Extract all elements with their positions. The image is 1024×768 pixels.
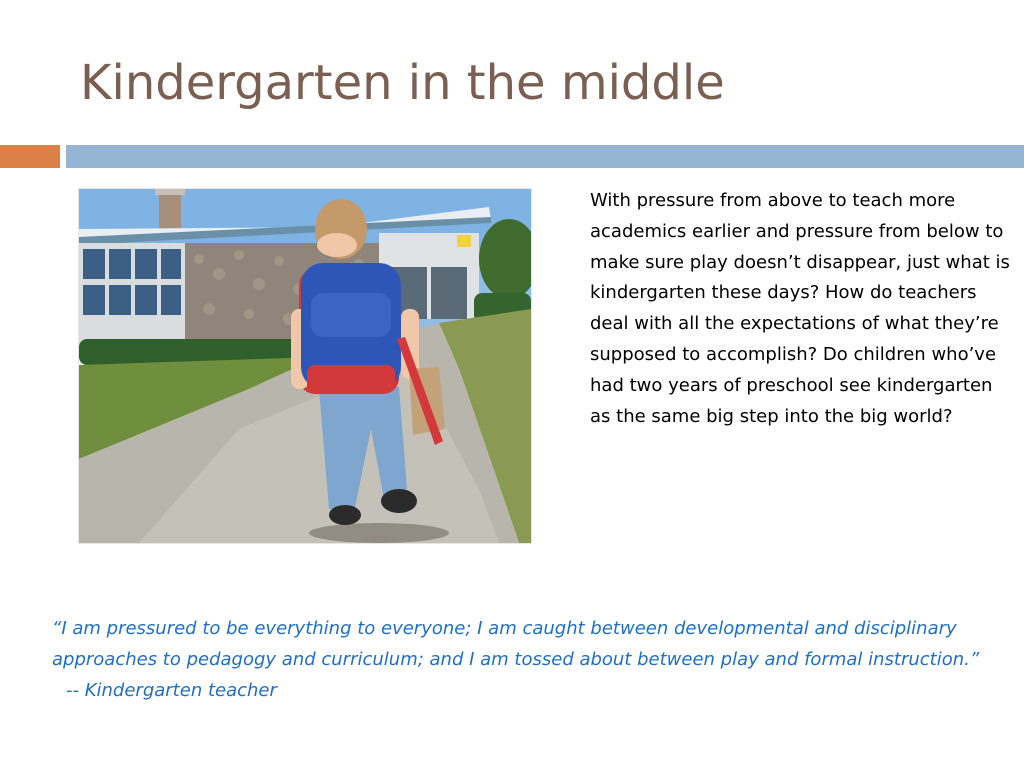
slide-body-text: With pressure from above to teach more academics earlier and pressure from below to make sure play doesn’t disappear, just what is kindergarten these days? How do teachers deal with all the expectations of what they’re supposed to accomplish? Do children who’ve had two years of preschool see kindergarten as the same big step into the big world? [590,190,1010,427]
slide-photo [78,188,532,544]
accent-bar-blue [66,145,1024,168]
teacher-quote [52,613,982,706]
quote-text: “I am pressured to be everything to everyone; I am caught between developmental and disciplinary approaches to pedagogy and curriculum; and I am tossed about between play and formal instruction.” [52,618,980,670]
slide-title: Kindergarten in the middle [80,55,725,111]
quote-attribution: -- Kindergarten teacher [66,680,277,701]
accent-bar-orange [0,145,60,168]
